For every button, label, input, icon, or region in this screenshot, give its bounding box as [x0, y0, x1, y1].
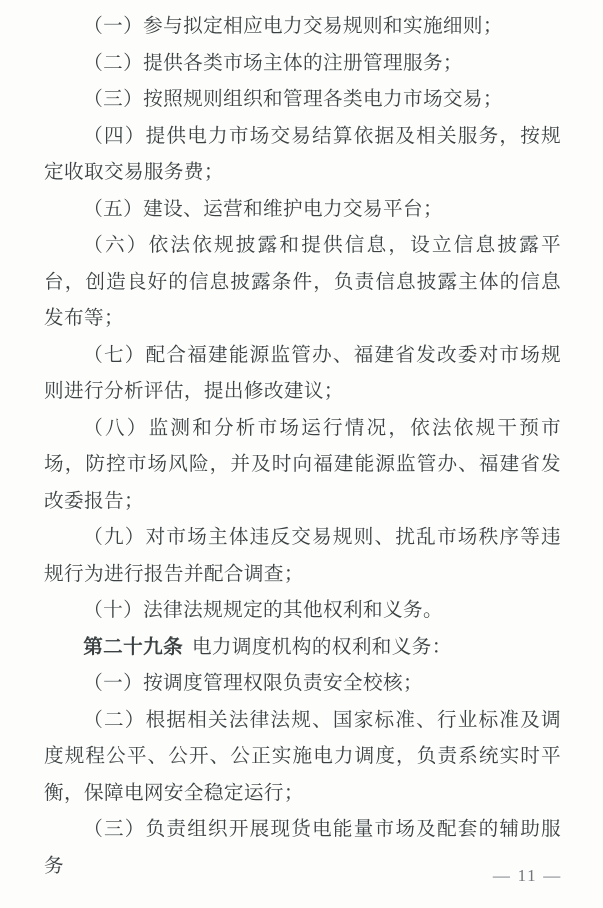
list-item-2: （二）提供各类市场主体的注册管理服务；: [83, 52, 463, 74]
list-item-6: （六）依法依规披露和提供信息，设立信息披露平台，创造良好的信息披露条件，负责信息披露主体的信息发布等；: [44, 235, 561, 329]
article-heading: [44, 630, 561, 667]
list-item-13: （三）负责组织开展现货电能量市场及配套的辅助服务: [44, 819, 561, 877]
list-item-3: （三）按照规则组织和管理各类电力市场交易；: [83, 89, 503, 110]
article-title: 电力调度机构的权利和义务：: [191, 636, 452, 658]
list-item-5: （五）建设、运营和维护电力交易平台；: [83, 198, 443, 220]
document-body: [44, 9, 561, 885]
list-item-7: （七）配合福建能源监管办、福建省发改委对市场规则进行分析评估，提出修改建议；: [44, 344, 561, 402]
page-number: — 11 —: [492, 866, 562, 885]
article-number: 第二十九条: [83, 636, 184, 658]
list-item-4: （四）提供电力市场交易结算依据及相关服务，按规定收取交易服务费；: [44, 125, 561, 183]
list-item-9: （九）对市场主体违反交易规则、扰乱市场秩序等违规行为进行报告并配合调查；: [44, 527, 561, 585]
page-footer: [493, 866, 562, 886]
list-item-12: （二）根据相关法律法规、国家标准、行业标准及调度规程公平、公开、公正实施电力调度，负责系统实时平衡，保障电网安全稳定运行；: [44, 709, 561, 804]
list-item-8: （八）监测和分析市场运行情况，依法依规干预市场，防控市场风险，并及时向福建能源监管办、福建省发改委报告；: [44, 417, 561, 512]
list-item-11: （一）按调度管理权限负责安全校核；: [83, 673, 423, 694]
list-item-10: （十）法律法规规定的其他权利和义务。: [83, 600, 443, 621]
list-item-1: （一）参与拟定相应电力交易规则和实施细则；: [83, 16, 503, 37]
